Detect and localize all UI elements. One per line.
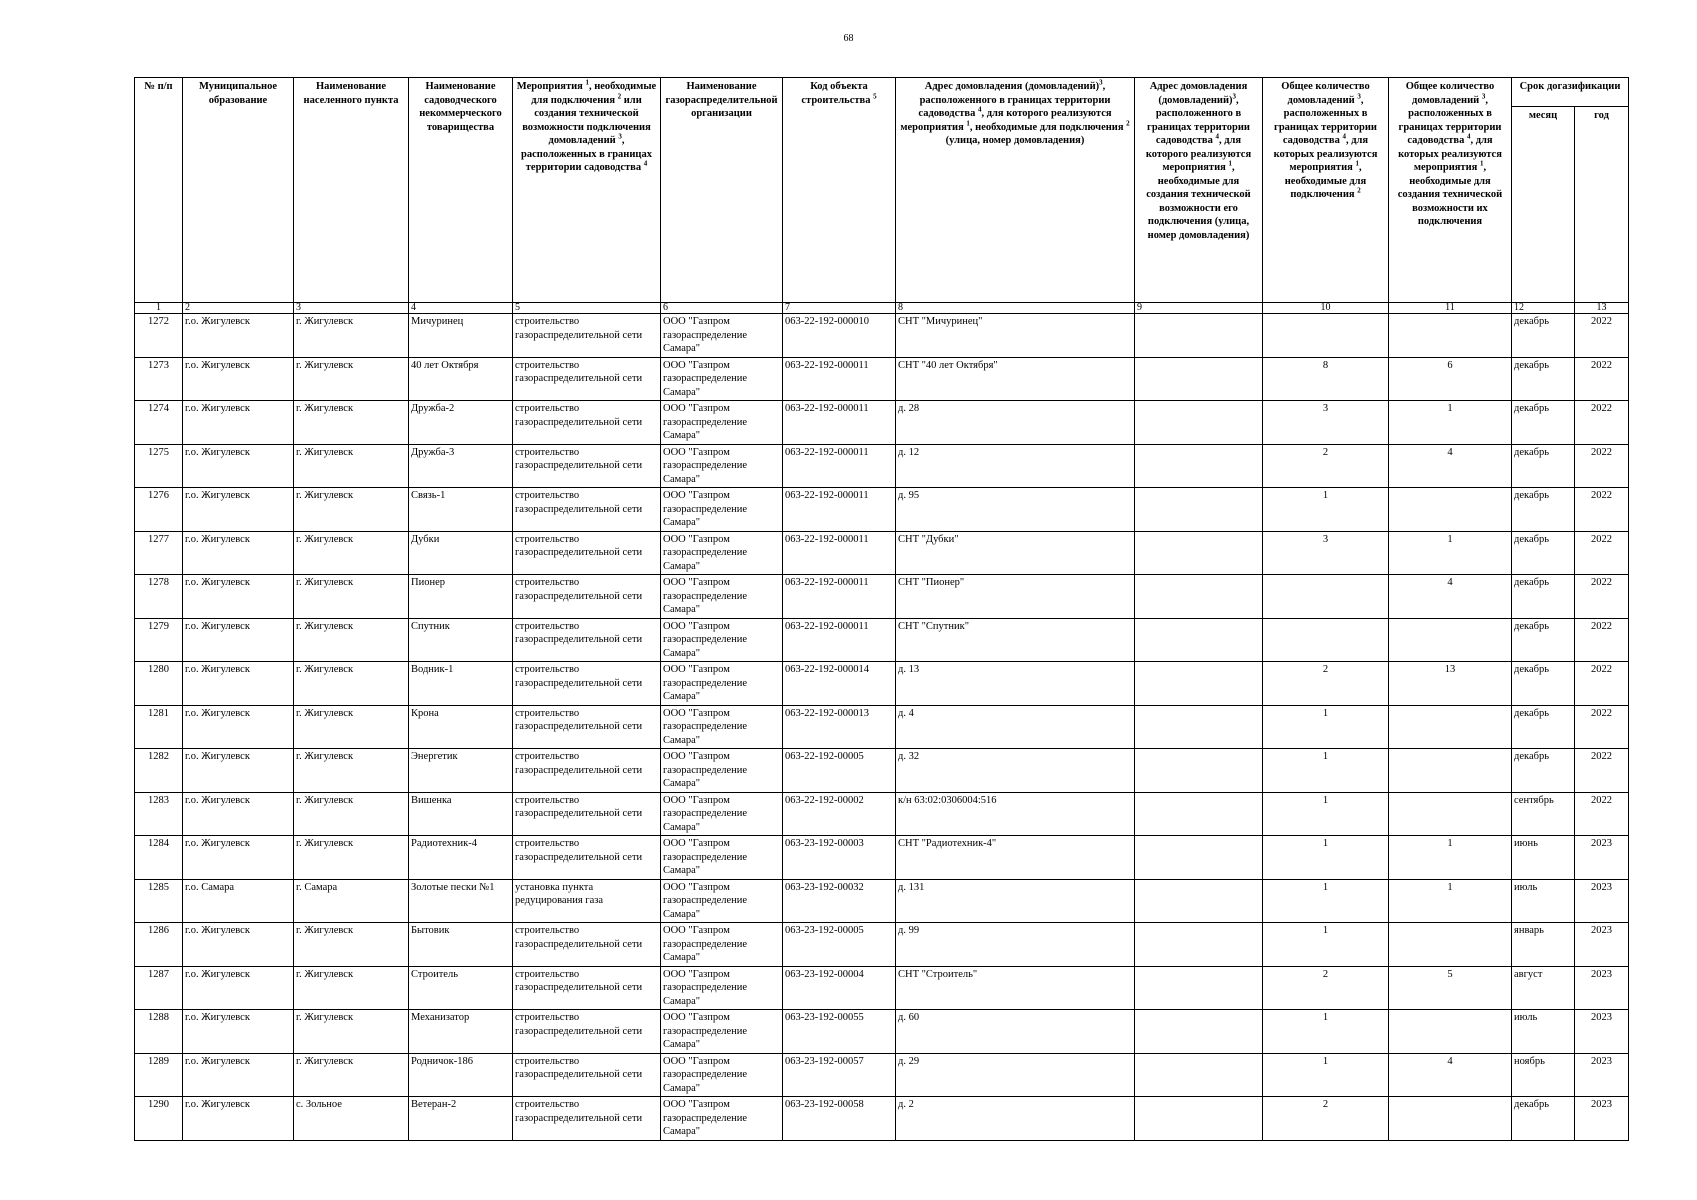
cell-municipality: г.о. Жигулевск [183, 749, 294, 793]
cell-number: 1287 [135, 966, 183, 1010]
cell-gas-organization: ООО "Газпром газораспределение Самара" [661, 792, 783, 836]
cell-snt-name: Дубки [409, 531, 513, 575]
cell-month: август [1512, 966, 1575, 1010]
cell-year: 2023 [1575, 966, 1629, 1010]
cell-number: 1279 [135, 618, 183, 662]
cell-municipality: г.о. Жигулевск [183, 444, 294, 488]
header-month: месяц [1512, 107, 1575, 303]
cell-address-technical [1135, 1053, 1263, 1097]
cell-total-connection: 1 [1263, 879, 1389, 923]
cell-object-code: 063-23-192-00058 [783, 1097, 896, 1141]
cell-month: июль [1512, 1010, 1575, 1054]
column-number: 1 [135, 303, 183, 314]
table-row [135, 444, 1629, 488]
cell-settlement: г. Жигулевск [294, 836, 409, 880]
cell-settlement: г. Жигулевск [294, 618, 409, 662]
cell-address-technical [1135, 923, 1263, 967]
cell-measure: строительство газораспределительной сети [513, 836, 661, 880]
cell-measure: строительство газораспределительной сети [513, 575, 661, 619]
table-row [135, 1010, 1629, 1054]
cell-gas-organization: ООО "Газпром газораспределение Самара" [661, 575, 783, 619]
cell-measure: строительство газораспределительной сети [513, 314, 661, 358]
cell-address-technical [1135, 444, 1263, 488]
cell-total-connection: 1 [1263, 923, 1389, 967]
cell-total-connection: 3 [1263, 401, 1389, 445]
cell-month: декабрь [1512, 401, 1575, 445]
cell-settlement: г. Жигулевск [294, 662, 409, 706]
cell-address-connection: д. 131 [896, 879, 1135, 923]
cell-year: 2022 [1575, 749, 1629, 793]
cell-number: 1282 [135, 749, 183, 793]
cell-object-code: 063-22-192-000013 [783, 705, 896, 749]
cell-object-code: 063-22-192-00002 [783, 792, 896, 836]
cell-object-code: 063-23-192-00003 [783, 836, 896, 880]
cell-municipality: г.о. Жигулевск [183, 836, 294, 880]
cell-total-connection: 2 [1263, 966, 1389, 1010]
cell-object-code: 063-23-192-00055 [783, 1010, 896, 1054]
cell-object-code: 063-22-192-000011 [783, 444, 896, 488]
header-gas-organization: Наименование газораспределительной организации [661, 78, 783, 303]
cell-gas-organization: ООО "Газпром газораспределение Самара" [661, 618, 783, 662]
cell-number: 1278 [135, 575, 183, 619]
cell-measure: строительство газораспределительной сети [513, 618, 661, 662]
header-year: год [1575, 107, 1629, 303]
cell-year: 2023 [1575, 1097, 1629, 1141]
table-row [135, 357, 1629, 401]
table-row [135, 1097, 1629, 1141]
cell-snt-name: Вишенка [409, 792, 513, 836]
cell-month: декабрь [1512, 1097, 1575, 1141]
header-municipality: Муниципальное образование [183, 78, 294, 303]
cell-total-technical [1389, 705, 1512, 749]
cell-address-connection: д. 99 [896, 923, 1135, 967]
cell-measure: строительство газораспределительной сети [513, 1097, 661, 1141]
table-row [135, 488, 1629, 532]
header-snt-name: Наименование садоводческого некоммерческого товарищества [409, 78, 513, 303]
cell-gas-organization: ООО "Газпром газораспределение Самара" [661, 444, 783, 488]
cell-address-connection: СНТ "Пионер" [896, 575, 1135, 619]
cell-address-technical [1135, 966, 1263, 1010]
cell-year: 2022 [1575, 401, 1629, 445]
cell-snt-name: Ветеран-2 [409, 1097, 513, 1141]
column-number-row [135, 303, 1629, 314]
cell-total-technical [1389, 749, 1512, 793]
table-row [135, 401, 1629, 445]
column-number: 2 [183, 303, 294, 314]
cell-month: декабрь [1512, 662, 1575, 706]
cell-object-code: 063-22-192-000011 [783, 575, 896, 619]
cell-snt-name: Строитель [409, 966, 513, 1010]
cell-municipality: г.о. Жигулевск [183, 705, 294, 749]
cell-number: 1274 [135, 401, 183, 445]
cell-address-technical [1135, 1010, 1263, 1054]
cell-gas-organization: ООО "Газпром газораспределение Самара" [661, 357, 783, 401]
cell-object-code: 063-22-192-000011 [783, 401, 896, 445]
page-number: 68 [843, 33, 854, 44]
table-row [135, 531, 1629, 575]
cell-snt-name: Радиотехник-4 [409, 836, 513, 880]
cell-snt-name: Связь-1 [409, 488, 513, 532]
cell-total-technical: 1 [1389, 879, 1512, 923]
cell-gas-organization: ООО "Газпром газораспределение Самара" [661, 923, 783, 967]
table-row [135, 314, 1629, 358]
cell-address-connection: д. 13 [896, 662, 1135, 706]
cell-number: 1280 [135, 662, 183, 706]
cell-settlement: с. Зольное [294, 1097, 409, 1141]
cell-snt-name: Мичуринец [409, 314, 513, 358]
cell-year: 2022 [1575, 314, 1629, 358]
column-number: 9 [1135, 303, 1263, 314]
cell-number: 1272 [135, 314, 183, 358]
cell-municipality: г.о. Жигулевск [183, 531, 294, 575]
cell-total-connection: 1 [1263, 1053, 1389, 1097]
cell-snt-name: Бытовик [409, 923, 513, 967]
column-number: 3 [294, 303, 409, 314]
cell-measure: строительство газораспределительной сети [513, 488, 661, 532]
cell-snt-name: Родничок-186 [409, 1053, 513, 1097]
cell-total-technical: 4 [1389, 444, 1512, 488]
cell-gas-organization: ООО "Газпром газораспределение Самара" [661, 879, 783, 923]
header-settlement: Наименование населенного пункта [294, 78, 409, 303]
cell-address-connection: д. 28 [896, 401, 1135, 445]
cell-month: декабрь [1512, 531, 1575, 575]
cell-municipality: г.о. Жигулевск [183, 1097, 294, 1141]
cell-number: 1289 [135, 1053, 183, 1097]
cell-total-technical: 1 [1389, 531, 1512, 575]
cell-total-technical: 4 [1389, 1053, 1512, 1097]
column-number: 7 [783, 303, 896, 314]
cell-total-connection: 2 [1263, 1097, 1389, 1141]
cell-gas-organization: ООО "Газпром газораспределение Самара" [661, 662, 783, 706]
cell-total-technical [1389, 1097, 1512, 1141]
cell-total-technical: 6 [1389, 357, 1512, 401]
cell-address-connection: д. 32 [896, 749, 1135, 793]
cell-total-technical: 4 [1389, 575, 1512, 619]
column-number: 6 [661, 303, 783, 314]
cell-number: 1284 [135, 836, 183, 880]
cell-municipality: г.о. Жигулевск [183, 314, 294, 358]
column-number: 4 [409, 303, 513, 314]
table-row [135, 705, 1629, 749]
column-number: 12 [1512, 303, 1575, 314]
cell-year: 2023 [1575, 879, 1629, 923]
cell-year: 2023 [1575, 836, 1629, 880]
cell-measure: строительство газораспределительной сети [513, 749, 661, 793]
cell-settlement: г. Жигулевск [294, 923, 409, 967]
table-row [135, 792, 1629, 836]
cell-address-technical [1135, 357, 1263, 401]
cell-gas-organization: ООО "Газпром газораспределение Самара" [661, 1053, 783, 1097]
cell-object-code: 063-23-192-00004 [783, 966, 896, 1010]
cell-address-technical [1135, 662, 1263, 706]
cell-total-connection [1263, 575, 1389, 619]
cell-measure: строительство газораспределительной сети [513, 923, 661, 967]
cell-month: декабрь [1512, 488, 1575, 532]
column-number: 10 [1263, 303, 1389, 314]
table-body [135, 303, 1629, 1141]
cell-measure: строительство газораспределительной сети [513, 792, 661, 836]
cell-total-connection: 2 [1263, 662, 1389, 706]
cell-settlement: г. Жигулевск [294, 1010, 409, 1054]
cell-total-technical [1389, 1010, 1512, 1054]
cell-settlement: г. Жигулевск [294, 444, 409, 488]
cell-snt-name: Золотые пески №1 [409, 879, 513, 923]
cell-number: 1288 [135, 1010, 183, 1054]
cell-total-technical: 1 [1389, 401, 1512, 445]
cell-number: 1286 [135, 923, 183, 967]
cell-gas-organization: ООО "Газпром газораспределение Самара" [661, 836, 783, 880]
cell-snt-name: Водник-1 [409, 662, 513, 706]
cell-snt-name: Энергетик [409, 749, 513, 793]
cell-address-connection: д. 95 [896, 488, 1135, 532]
cell-address-technical [1135, 749, 1263, 793]
cell-total-connection: 2 [1263, 444, 1389, 488]
cell-municipality: г.о. Самара [183, 879, 294, 923]
cell-measure: строительство газораспределительной сети [513, 1010, 661, 1054]
cell-gas-organization: ООО "Газпром газораспределение Самара" [661, 488, 783, 532]
table-row [135, 879, 1629, 923]
cell-total-connection [1263, 618, 1389, 662]
cell-total-connection: 1 [1263, 488, 1389, 532]
cell-measure: строительство газораспределительной сети [513, 357, 661, 401]
cell-object-code: 063-22-192-000011 [783, 618, 896, 662]
cell-object-code: 063-22-192-000010 [783, 314, 896, 358]
cell-address-technical [1135, 488, 1263, 532]
cell-snt-name: Дружба-3 [409, 444, 513, 488]
column-number: 11 [1389, 303, 1512, 314]
cell-measure: строительство газораспределительной сети [513, 444, 661, 488]
cell-object-code: 063-23-192-00005 [783, 923, 896, 967]
cell-gas-organization: ООО "Газпром газораспределение Самара" [661, 749, 783, 793]
column-number: 5 [513, 303, 661, 314]
cell-number: 1290 [135, 1097, 183, 1141]
cell-address-technical [1135, 401, 1263, 445]
cell-total-technical [1389, 618, 1512, 662]
cell-total-connection: 1 [1263, 836, 1389, 880]
gasification-table [134, 77, 1629, 1141]
cell-settlement: г. Жигулевск [294, 531, 409, 575]
cell-gas-organization: ООО "Газпром газораспределение Самара" [661, 966, 783, 1010]
cell-object-code: 063-22-192-000011 [783, 488, 896, 532]
header-deadline: Срок догазификации [1512, 78, 1629, 107]
cell-gas-organization: ООО "Газпром газораспределение Самара" [661, 401, 783, 445]
cell-municipality: г.о. Жигулевск [183, 662, 294, 706]
cell-total-technical: 5 [1389, 966, 1512, 1010]
cell-total-technical [1389, 314, 1512, 358]
cell-number: 1285 [135, 879, 183, 923]
cell-year: 2023 [1575, 1053, 1629, 1097]
cell-snt-name: Крона [409, 705, 513, 749]
cell-settlement: г. Самара [294, 879, 409, 923]
cell-month: ноябрь [1512, 1053, 1575, 1097]
cell-address-connection: д. 29 [896, 1053, 1135, 1097]
cell-total-connection: 1 [1263, 705, 1389, 749]
cell-year: 2022 [1575, 357, 1629, 401]
cell-address-connection: д. 2 [896, 1097, 1135, 1141]
cell-month: январь [1512, 923, 1575, 967]
cell-municipality: г.о. Жигулевск [183, 575, 294, 619]
cell-year: 2023 [1575, 1010, 1629, 1054]
cell-total-technical: 1 [1389, 836, 1512, 880]
cell-address-technical [1135, 618, 1263, 662]
cell-address-technical [1135, 879, 1263, 923]
cell-snt-name: Дружба-2 [409, 401, 513, 445]
cell-settlement: г. Жигулевск [294, 314, 409, 358]
cell-object-code: 063-22-192-000014 [783, 662, 896, 706]
header-number: № п/п [135, 78, 183, 303]
cell-total-technical [1389, 488, 1512, 532]
cell-number: 1283 [135, 792, 183, 836]
cell-municipality: г.о. Жигулевск [183, 488, 294, 532]
cell-address-connection: СНТ "Мичуринец" [896, 314, 1135, 358]
cell-municipality: г.о. Жигулевск [183, 792, 294, 836]
header-address-connection: Адрес домовладения (домовладений)$^3$, расположенного в границах территории садоводства $^4$, для которого реализуются мероприятия $^1$, необходимые для подключения $^2$ (улица, номер домовладения) [896, 78, 1135, 303]
header-object-code: Код объекта строительства $^5$ [783, 78, 896, 303]
cell-total-connection [1263, 314, 1389, 358]
cell-address-connection: СНТ "40 лет Октября" [896, 357, 1135, 401]
column-number: 13 [1575, 303, 1629, 314]
cell-address-technical [1135, 792, 1263, 836]
cell-year: 2023 [1575, 923, 1629, 967]
header-address-technical: Адрес домовладения (домовладений)$^3$, расположенного в границах территории садоводства $^4$, для которого реализуются мероприятия $^1$, необходимые для создания технической возможности его подключения (улица, номер домовладения) [1135, 78, 1263, 303]
cell-address-connection: СНТ "Спутник" [896, 618, 1135, 662]
cell-number: 1276 [135, 488, 183, 532]
cell-month: декабрь [1512, 749, 1575, 793]
cell-month: июнь [1512, 836, 1575, 880]
cell-settlement: г. Жигулевск [294, 1053, 409, 1097]
cell-year: 2022 [1575, 575, 1629, 619]
cell-address-technical [1135, 531, 1263, 575]
cell-object-code: 063-22-192-000011 [783, 531, 896, 575]
cell-gas-organization: ООО "Газпром газораспределение Самара" [661, 1097, 783, 1141]
cell-municipality: г.о. Жигулевск [183, 401, 294, 445]
cell-settlement: г. Жигулевск [294, 705, 409, 749]
cell-total-connection: 1 [1263, 1010, 1389, 1054]
cell-measure: строительство газораспределительной сети [513, 705, 661, 749]
cell-total-connection: 8 [1263, 357, 1389, 401]
cell-month: декабрь [1512, 314, 1575, 358]
cell-object-code: 063-23-192-00057 [783, 1053, 896, 1097]
table-row [135, 836, 1629, 880]
header-total-connection: Общее количество домовладений $^3$, расположенных в границах территории садоводства $^4$, для которых реализуются мероприятия $^1$, необходимые для подключения $^2$ [1263, 78, 1389, 303]
cell-municipality: г.о. Жигулевск [183, 357, 294, 401]
cell-municipality: г.о. Жигулевск [183, 618, 294, 662]
table-header [135, 78, 1629, 303]
table-row [135, 749, 1629, 793]
cell-object-code: 063-22-192-00005 [783, 749, 896, 793]
cell-year: 2022 [1575, 444, 1629, 488]
cell-year: 2022 [1575, 705, 1629, 749]
column-number: 8 [896, 303, 1135, 314]
cell-settlement: г. Жигулевск [294, 401, 409, 445]
cell-address-technical [1135, 705, 1263, 749]
cell-measure: строительство газораспределительной сети [513, 966, 661, 1010]
cell-settlement: г. Жигулевск [294, 966, 409, 1010]
cell-month: декабрь [1512, 705, 1575, 749]
cell-month: декабрь [1512, 444, 1575, 488]
table-row [135, 575, 1629, 619]
cell-settlement: г. Жигулевск [294, 792, 409, 836]
cell-snt-name: Пионер [409, 575, 513, 619]
cell-settlement: г. Жигулевск [294, 749, 409, 793]
cell-object-code: 063-22-192-000011 [783, 357, 896, 401]
cell-measure: строительство газораспределительной сети [513, 401, 661, 445]
cell-measure: строительство газораспределительной сети [513, 1053, 661, 1097]
cell-total-technical [1389, 923, 1512, 967]
cell-year: 2022 [1575, 488, 1629, 532]
cell-object-code: 063-23-192-00032 [783, 879, 896, 923]
cell-measure: строительство газораспределительной сети [513, 531, 661, 575]
cell-month: декабрь [1512, 357, 1575, 401]
table-row [135, 662, 1629, 706]
cell-municipality: г.о. Жигулевск [183, 966, 294, 1010]
cell-address-technical [1135, 314, 1263, 358]
table-row [135, 923, 1629, 967]
cell-total-connection: 3 [1263, 531, 1389, 575]
cell-measure: установка пункта редуцирования газа [513, 879, 661, 923]
cell-settlement: г. Жигулевск [294, 575, 409, 619]
cell-address-connection: СНТ "Радиотехник-4" [896, 836, 1135, 880]
cell-settlement: г. Жигулевск [294, 488, 409, 532]
cell-gas-organization: ООО "Газпром газораспределение Самара" [661, 705, 783, 749]
cell-number: 1275 [135, 444, 183, 488]
header-measures: Мероприятия $^1$, необходимые для подключения $^2$ или создания технической возможности подключения домовладений $^3$, расположенных в границах территории садоводства $^4$ [513, 78, 661, 303]
cell-snt-name: Механизатор [409, 1010, 513, 1054]
cell-address-connection: д. 4 [896, 705, 1135, 749]
cell-total-connection: 1 [1263, 749, 1389, 793]
cell-address-connection: СНТ "Дубки" [896, 531, 1135, 575]
cell-address-technical [1135, 575, 1263, 619]
cell-measure: строительство газораспределительной сети [513, 662, 661, 706]
cell-snt-name: 40 лет Октября [409, 357, 513, 401]
cell-number: 1281 [135, 705, 183, 749]
cell-gas-organization: ООО "Газпром газораспределение Самара" [661, 314, 783, 358]
cell-month: сентябрь [1512, 792, 1575, 836]
cell-year: 2022 [1575, 618, 1629, 662]
table-row [135, 966, 1629, 1010]
cell-total-connection: 1 [1263, 792, 1389, 836]
cell-address-technical [1135, 836, 1263, 880]
cell-municipality: г.о. Жигулевск [183, 1010, 294, 1054]
table-row [135, 1053, 1629, 1097]
cell-gas-organization: ООО "Газпром газораспределение Самара" [661, 531, 783, 575]
cell-address-connection: СНТ "Строитель" [896, 966, 1135, 1010]
cell-year: 2022 [1575, 531, 1629, 575]
cell-number: 1277 [135, 531, 183, 575]
cell-month: декабрь [1512, 618, 1575, 662]
cell-gas-organization: ООО "Газпром газораспределение Самара" [661, 1010, 783, 1054]
cell-snt-name: Спутник [409, 618, 513, 662]
cell-month: июль [1512, 879, 1575, 923]
cell-settlement: г. Жигулевск [294, 357, 409, 401]
cell-total-technical: 13 [1389, 662, 1512, 706]
cell-month: декабрь [1512, 575, 1575, 619]
cell-municipality: г.о. Жигулевск [183, 1053, 294, 1097]
cell-year: 2022 [1575, 662, 1629, 706]
cell-address-connection: д. 60 [896, 1010, 1135, 1054]
cell-address-technical [1135, 1097, 1263, 1141]
cell-municipality: г.о. Жигулевск [183, 923, 294, 967]
cell-address-connection: д. 12 [896, 444, 1135, 488]
cell-number: 1273 [135, 357, 183, 401]
header-total-technical: Общее количество домовладений $^3$, расположенных в границах территории садоводства $^4$, для которых реализуются мероприятия $^1$, необходимые для создания технической возможности их подключения [1389, 78, 1512, 303]
cell-total-technical [1389, 792, 1512, 836]
cell-address-connection: к/н 63:02:0306004:516 [896, 792, 1135, 836]
table-row [135, 618, 1629, 662]
cell-year: 2022 [1575, 792, 1629, 836]
